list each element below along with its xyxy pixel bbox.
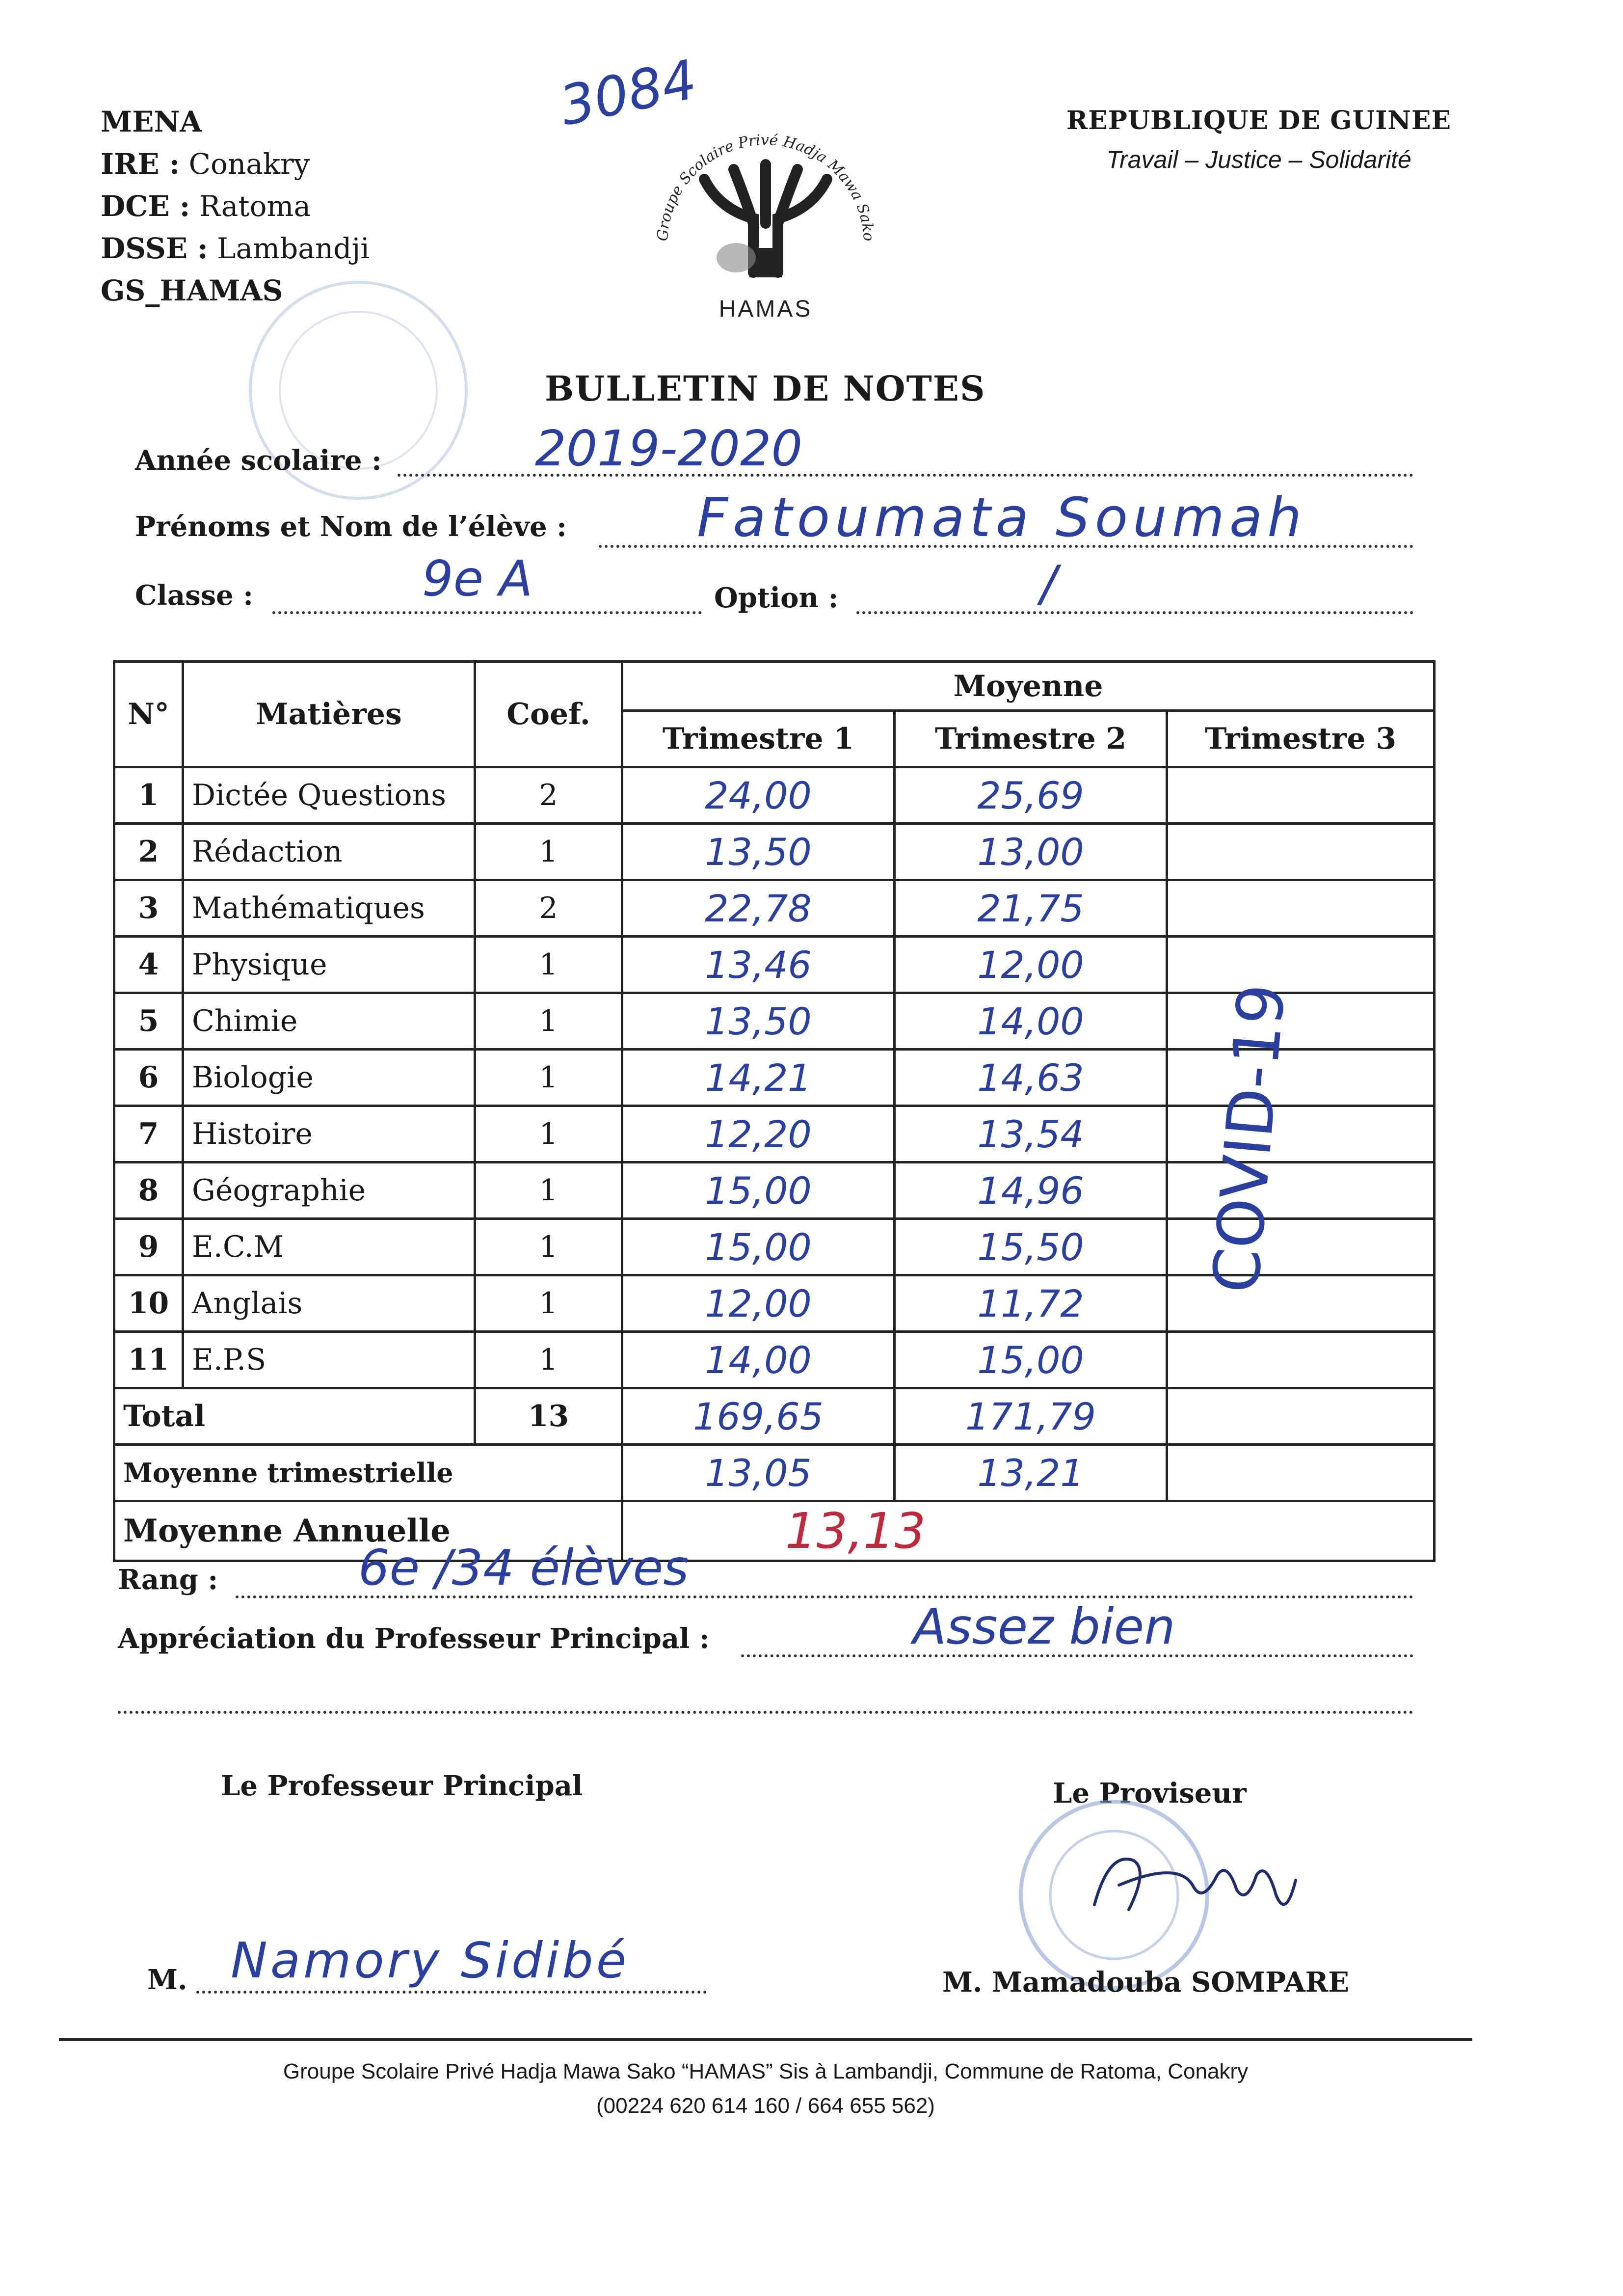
ire-label: IRE :	[101, 147, 180, 181]
grade-term-1: 15,00	[622, 1162, 895, 1219]
annual-average-row	[114, 1501, 1435, 1561]
table-row	[114, 824, 1435, 880]
proviseur-signature	[1080, 1831, 1310, 1944]
option-value: /	[1040, 555, 1057, 612]
grade-term-1: 14,00	[622, 1332, 895, 1388]
grade-term-1: 13,50	[622, 824, 895, 880]
term-average-label: Moyenne trimestrielle	[114, 1445, 622, 1501]
grade-term-2: 11,72	[895, 1275, 1167, 1332]
header-term-3: Trimestre 3	[1167, 711, 1435, 767]
subject-coef: 2	[475, 767, 622, 824]
prof-name: Namory Sidibé	[231, 1932, 630, 1989]
school-code: GS_HAMAS	[101, 274, 283, 307]
proviseur-name: M. Mamadouba SOMPARE	[942, 1966, 1349, 1999]
grade-term-2: 14,00	[895, 993, 1167, 1050]
term-average-2: 13,21	[895, 1445, 1167, 1501]
row-number: 11	[114, 1332, 183, 1388]
eleve-label: Prénoms et Nom de l’élève :	[135, 511, 567, 543]
subject-coef: 1	[475, 1219, 622, 1275]
subject-name: Anglais	[183, 1275, 475, 1332]
subject-name: E.P.S	[183, 1332, 475, 1388]
table-header-row	[114, 662, 1435, 711]
total-term-3	[1167, 1388, 1435, 1445]
table-row	[114, 1332, 1435, 1388]
grade-term-3	[1167, 767, 1435, 824]
grade-term-2: 13,54	[895, 1106, 1167, 1162]
grade-term-2: 12,00	[895, 937, 1167, 993]
dsse-label: DSSE :	[101, 232, 208, 265]
grade-term-1: 14,21	[622, 1050, 895, 1106]
grade-term-1: 24,00	[622, 767, 895, 824]
appreciation-dotted-line-2	[118, 1711, 1413, 1714]
subject-name: Géographie	[183, 1162, 475, 1219]
dce-label: DCE :	[101, 189, 190, 223]
subject-name: Physique	[183, 937, 475, 993]
document-title: BULLETIN DE NOTES	[545, 368, 986, 409]
logo-name: HAMAS	[718, 296, 813, 322]
grade-term-3	[1167, 1332, 1435, 1388]
table-row	[114, 767, 1435, 824]
header-term-1: Trimestre 1	[622, 711, 895, 767]
subject-coef: 1	[475, 1162, 622, 1219]
table-row	[114, 880, 1435, 937]
footer-phone: (00224 620 614 160 / 664 655 562)	[596, 2094, 935, 2118]
subject-coef: 1	[475, 1050, 622, 1106]
header-coefficient: Coef.	[475, 662, 622, 767]
subject-coef: 1	[475, 937, 622, 993]
option-label: Option :	[714, 582, 839, 614]
row-number: 4	[114, 937, 183, 993]
subject-coef: 1	[475, 1275, 622, 1332]
ire-value: Conakry	[188, 147, 310, 181]
prof-principal-title: Le Professeur Principal	[221, 1770, 583, 1802]
subject-coef: 1	[475, 824, 622, 880]
grade-term-2: 25,69	[895, 767, 1167, 824]
row-number: 2	[114, 824, 183, 880]
subject-name: Rédaction	[183, 824, 475, 880]
term-average-3	[1167, 1445, 1435, 1501]
total-term-1: 169,65	[622, 1388, 895, 1445]
footer-address: Groupe Scolaire Privé Hadja Mawa Sako “HAMAS” Sis à Lambandji, Commune de Ratoma, Conakry	[283, 2059, 1249, 2083]
classe-dotted-line	[272, 611, 702, 614]
subject-name: Chimie	[183, 993, 475, 1050]
subject-coef: 1	[475, 1106, 622, 1162]
grade-term-2: 14,63	[895, 1050, 1167, 1106]
grade-term-2: 14,96	[895, 1162, 1167, 1219]
proviseur-title: Le Proviseur	[1053, 1777, 1247, 1810]
row-number: 6	[114, 1050, 183, 1106]
total-row	[114, 1388, 1435, 1445]
header-average: Moyenne	[622, 662, 1435, 711]
subject-name: Mathématiques	[183, 880, 475, 937]
subject-name: E.C.M	[183, 1219, 475, 1275]
subject-coef: 1	[475, 1332, 622, 1388]
annual-average-label: Moyenne Annuelle	[114, 1501, 622, 1561]
term-average-1: 13,05	[622, 1445, 895, 1501]
ire-line	[101, 143, 370, 185]
grade-term-2: 15,50	[895, 1219, 1167, 1275]
grade-term-3	[1167, 937, 1435, 993]
grade-term-2: 21,75	[895, 880, 1167, 937]
dce-value: Ratoma	[199, 189, 311, 223]
row-number: 9	[114, 1219, 183, 1275]
footer	[59, 2054, 1472, 2123]
grade-term-1: 12,20	[622, 1106, 895, 1162]
grade-term-3	[1167, 880, 1435, 937]
grade-term-3	[1167, 1106, 1435, 1162]
annual-average-value: 13,13	[622, 1501, 1435, 1561]
option-dotted-line	[856, 611, 1413, 614]
dsse-value: Lambandji	[217, 232, 370, 265]
grade-term-1: 22,78	[622, 880, 895, 937]
handwritten-reference-number: 3084	[554, 48, 702, 138]
grade-term-1: 15,00	[622, 1219, 895, 1275]
term-average-row	[114, 1445, 1435, 1501]
appreciation-value: Assez bien	[913, 1598, 1175, 1655]
classe-value: 9e A	[422, 550, 533, 607]
footer-rule	[59, 2038, 1472, 2041]
classe-label: Classe :	[135, 579, 253, 612]
grade-term-3	[1167, 824, 1435, 880]
annee-value: 2019-2020	[535, 420, 803, 477]
grade-term-3	[1167, 993, 1435, 1050]
row-number: 7	[114, 1106, 183, 1162]
subject-name: Biologie	[183, 1050, 475, 1106]
country-name: REPUBLIQUE DE GUINEE	[1066, 106, 1452, 135]
logo-arc-text: Groupe Scolaire Privé Hadja Mawa Sako	[654, 132, 878, 242]
annee-label: Année scolaire :	[135, 444, 382, 477]
grade-term-1: 12,00	[622, 1275, 895, 1332]
rang-label: Rang :	[118, 1564, 218, 1596]
appreciation-label: Appréciation du Professeur Principal :	[118, 1622, 710, 1655]
header-number: N°	[114, 662, 183, 767]
dsse-line	[101, 227, 370, 270]
grade-term-2: 15,00	[895, 1332, 1167, 1388]
grade-term-1: 13,50	[622, 993, 895, 1050]
school-logo	[621, 110, 910, 329]
prof-prefix: M.	[147, 1964, 187, 1996]
header-term-2: Trimestre 2	[895, 711, 1167, 767]
prof-dotted-line	[196, 1991, 707, 1994]
subject-name: Dictée Questions	[183, 767, 475, 824]
republic-header	[1055, 106, 1463, 174]
total-term-2: 171,79	[895, 1388, 1167, 1445]
eleve-value: Fatoumata Soumah	[697, 486, 1307, 549]
subject-coef: 2	[475, 880, 622, 937]
row-number: 3	[114, 880, 183, 937]
ministry-acronym: MENA	[101, 105, 202, 138]
row-number: 5	[114, 993, 183, 1050]
row-number: 10	[114, 1275, 183, 1332]
national-motto: Travail – Justice – Solidarité	[1106, 146, 1411, 173]
row-number: 8	[114, 1162, 183, 1219]
grade-term-2: 13,00	[895, 824, 1167, 880]
grade-term-1: 13,46	[622, 937, 895, 993]
header-subjects: Matières	[183, 662, 475, 767]
subject-coef: 1	[475, 993, 622, 1050]
covid-note: COVID-19	[1198, 981, 1300, 1296]
rang-value: 6e /34 élèves	[358, 1539, 689, 1596]
total-label: Total	[114, 1388, 475, 1445]
row-number: 1	[114, 767, 183, 824]
total-coef: 13	[475, 1388, 622, 1445]
subject-name: Histoire	[183, 1106, 475, 1162]
dce-line	[101, 185, 370, 227]
grade-term-3	[1167, 1050, 1435, 1106]
